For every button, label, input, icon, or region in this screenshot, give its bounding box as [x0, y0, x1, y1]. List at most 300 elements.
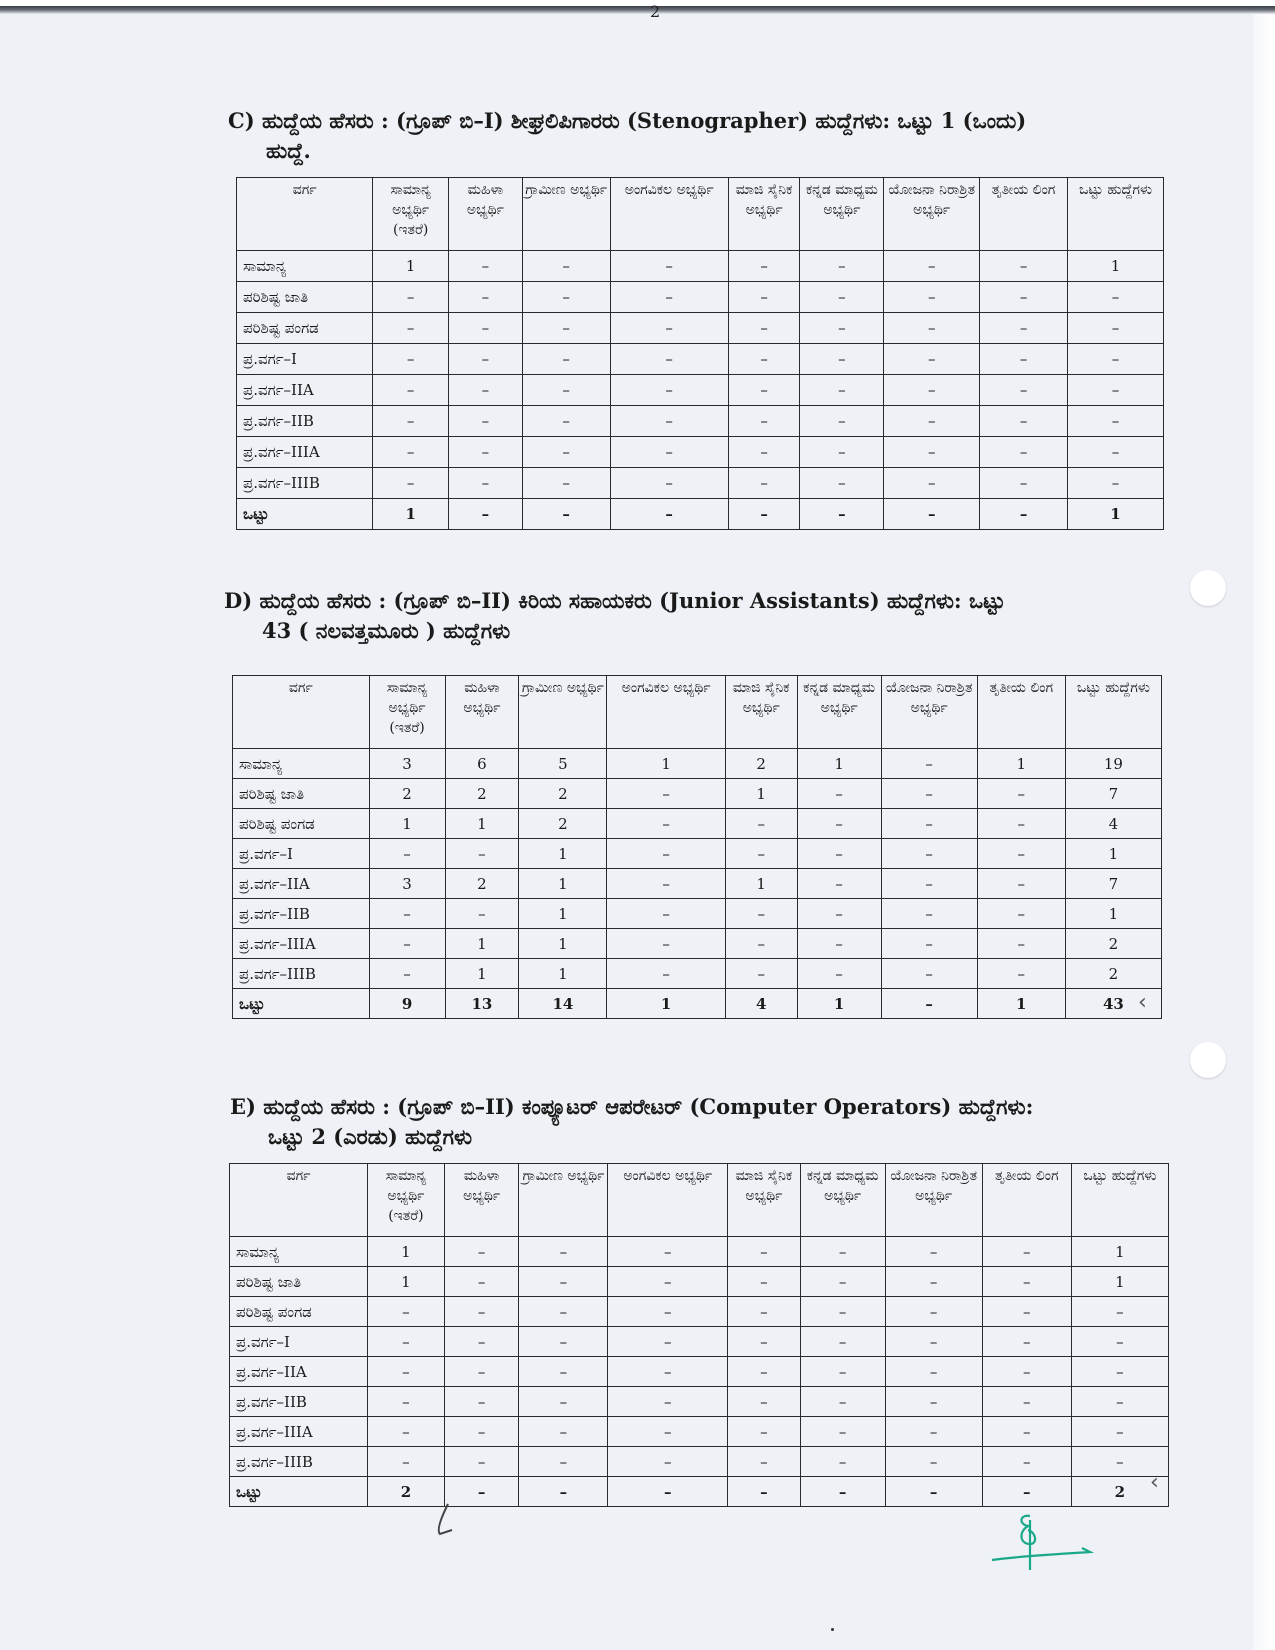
value-cell: – — [1071, 1357, 1168, 1387]
column-header: ಸಾಮಾನ್ಯ ಅಭ್ಯರ್ಥಿ (ಇತರೆ) — [368, 1164, 445, 1237]
column-header: ವರ್ಗ — [233, 676, 370, 749]
value-cell: – — [519, 1387, 608, 1417]
value-cell: – — [607, 929, 725, 959]
value-cell: – — [444, 1327, 519, 1357]
value-cell: – — [522, 406, 610, 437]
value-cell: – — [728, 313, 800, 344]
value-cell: 1 — [519, 839, 607, 869]
column-header: ಒಟ್ಟು ಹುದ್ದೆಗಳು — [1065, 676, 1161, 749]
total-cell: 4 — [725, 989, 797, 1019]
category-cell: ಪ್ರ.ವರ್ಗ–I — [230, 1327, 368, 1357]
header-row — [233, 676, 1162, 749]
value-cell: – — [881, 959, 977, 989]
total-cell: 2 — [368, 1477, 445, 1507]
value-cell: – — [610, 313, 728, 344]
value-cell: – — [519, 1267, 608, 1297]
total-row — [230, 1477, 1169, 1507]
section-d-title-line1: D) ಹುದ್ದೆಯ ಹೆಸರು : (ಗ್ರೂಪ್ ಬಿ–II) ಕಿರಿಯ ಸಹಾಯಕರು (Junior Assistants) ಹುದ್ದೆಗಳು: ಒಟ್ಟು — [224, 588, 1006, 613]
total-cell: 14 — [519, 989, 607, 1019]
total-cell: 13 — [445, 989, 519, 1019]
value-cell: 2 — [519, 809, 607, 839]
value-cell: – — [728, 468, 800, 499]
total-cell: – — [800, 499, 884, 530]
total-cell: – — [800, 1477, 885, 1507]
value-cell: – — [881, 749, 977, 779]
value-cell: – — [885, 1387, 982, 1417]
column-header: ಮಾಜಿ ಸೈನಿಕ ಅಭ್ಯರ್ಥಿ — [728, 178, 800, 251]
value-cell: – — [373, 313, 449, 344]
value-cell: – — [725, 959, 797, 989]
value-cell: – — [800, 1357, 885, 1387]
total-row — [233, 989, 1162, 1019]
value-cell: – — [522, 282, 610, 313]
speck — [831, 1628, 834, 1631]
value-cell: 2 — [445, 779, 519, 809]
column-header: ತೃತೀಯ ಲಿಂಗ — [982, 1164, 1071, 1237]
value-cell: – — [725, 899, 797, 929]
value-cell: – — [373, 468, 449, 499]
total-label: ಒಟ್ಟು — [233, 989, 370, 1019]
column-header: ಸಾಮಾನ್ಯ ಅಭ್ಯರ್ಥಿ (ಇತರೆ) — [369, 676, 445, 749]
value-cell: – — [449, 468, 523, 499]
value-cell: – — [881, 929, 977, 959]
value-cell: – — [728, 1447, 801, 1477]
value-cell: – — [608, 1237, 728, 1267]
value-cell: – — [728, 1387, 801, 1417]
value-cell: – — [373, 437, 449, 468]
value-cell: – — [368, 1417, 445, 1447]
value-cell: 2 — [519, 779, 607, 809]
value-cell: – — [797, 929, 881, 959]
value-cell: – — [373, 282, 449, 313]
value-cell: 1 — [368, 1267, 445, 1297]
column-header: ಗ್ರಾಮೀಣ ಅಭ್ಯರ್ಥಿ — [519, 676, 607, 749]
total-cell: – — [728, 499, 800, 530]
value-cell: – — [449, 251, 523, 282]
section-c-table — [236, 177, 1164, 530]
category-cell: ಪರಿಶಿಷ್ಟ ಜಾತಿ — [237, 282, 373, 313]
value-cell: 1 — [519, 929, 607, 959]
value-cell: – — [519, 1417, 608, 1447]
value-cell: – — [519, 1297, 608, 1327]
value-cell: – — [519, 1237, 608, 1267]
value-cell: – — [369, 929, 445, 959]
category-cell: ಪ್ರ.ವರ್ಗ–I — [233, 839, 370, 869]
value-cell: 1 — [1065, 839, 1161, 869]
value-cell: – — [610, 282, 728, 313]
value-cell: – — [977, 839, 1065, 869]
header-row — [230, 1164, 1169, 1237]
value-cell: – — [982, 1267, 1071, 1297]
category-cell: ಪ್ರ.ವರ್ಗ–IIA — [237, 375, 373, 406]
scan-top-edge — [0, 0, 1275, 14]
value-cell: – — [884, 406, 980, 437]
column-header: ಮಾಜಿ ಸೈನಿಕ ಅಭ್ಯರ್ಥಿ — [725, 676, 797, 749]
value-cell: – — [608, 1357, 728, 1387]
column-header: ಯೋಜನಾ ನಿರಾಶ್ರಿತ ಅಭ್ಯರ್ಥಿ — [884, 178, 980, 251]
value-cell: – — [881, 899, 977, 929]
value-cell: – — [368, 1447, 445, 1477]
category-cell: ಪ್ರ.ವರ್ಗ–IIB — [230, 1387, 368, 1417]
value-cell: – — [797, 869, 881, 899]
value-cell: 7 — [1065, 779, 1161, 809]
value-cell: – — [725, 809, 797, 839]
value-cell: 1 — [797, 749, 881, 779]
value-cell: – — [607, 959, 725, 989]
value-cell: 1 — [445, 959, 519, 989]
value-cell: – — [368, 1327, 445, 1357]
column-header: ವರ್ಗ — [237, 178, 373, 251]
value-cell: – — [977, 959, 1065, 989]
total-cell: – — [728, 1477, 801, 1507]
value-cell: – — [607, 839, 725, 869]
column-header: ಯೋಜನಾ ನಿರಾಶ್ರಿತ ಅಭ್ಯರ್ಥಿ — [885, 1164, 982, 1237]
value-cell: 1 — [607, 749, 725, 779]
value-cell: – — [797, 809, 881, 839]
category-cell: ಪ್ರ.ವರ್ಗ–IIIA — [233, 929, 370, 959]
total-cell: – — [884, 499, 980, 530]
value-cell: – — [800, 1417, 885, 1447]
category-cell: ಪ್ರ.ವರ್ಗ–IIIB — [237, 468, 373, 499]
value-cell: – — [449, 282, 523, 313]
column-header: ಅಂಗವಿಕಲ ಅಭ್ಯರ್ಥಿ — [610, 178, 728, 251]
table-row — [230, 1417, 1169, 1447]
value-cell: – — [369, 899, 445, 929]
value-cell: 1 — [725, 869, 797, 899]
value-cell: – — [608, 1327, 728, 1357]
value-cell: – — [982, 1327, 1071, 1357]
section-d-table — [232, 675, 1162, 1019]
punch-hole-top — [1190, 570, 1226, 606]
value-cell: – — [884, 344, 980, 375]
value-cell: – — [885, 1297, 982, 1327]
table-row — [237, 251, 1164, 282]
value-cell: – — [725, 839, 797, 869]
value-cell: 5 — [519, 749, 607, 779]
value-cell: – — [800, 437, 884, 468]
total-cell: 43 — [1065, 989, 1161, 1019]
value-cell: – — [884, 468, 980, 499]
value-cell: – — [444, 1387, 519, 1417]
value-cell: – — [885, 1417, 982, 1447]
category-cell: ಪ್ರ.ವರ್ಗ–IIB — [233, 899, 370, 929]
value-cell: – — [982, 1357, 1071, 1387]
value-cell: – — [369, 959, 445, 989]
table-row — [233, 929, 1162, 959]
section-c-title — [228, 106, 1148, 166]
value-cell: 1 — [725, 779, 797, 809]
value-cell: – — [797, 899, 881, 929]
value-cell: – — [607, 809, 725, 839]
table-row — [233, 809, 1162, 839]
value-cell: – — [368, 1357, 445, 1387]
value-cell: – — [368, 1387, 445, 1417]
punch-hole-bottom — [1190, 1042, 1226, 1078]
value-cell: – — [519, 1327, 608, 1357]
table-row — [237, 437, 1164, 468]
value-cell: – — [885, 1447, 982, 1477]
value-cell: – — [444, 1267, 519, 1297]
value-cell: – — [885, 1237, 982, 1267]
table-row — [230, 1327, 1169, 1357]
category-cell: ಪ್ರ.ವರ್ಗ–IIIB — [233, 959, 370, 989]
total-cell: – — [449, 499, 523, 530]
value-cell: – — [444, 1357, 519, 1387]
value-cell: – — [881, 869, 977, 899]
column-header: ತೃತೀಯ ಲಿಂಗ — [980, 178, 1068, 251]
value-cell: – — [728, 344, 800, 375]
value-cell: – — [797, 839, 881, 869]
value-cell: – — [1068, 437, 1164, 468]
value-cell: 3 — [369, 869, 445, 899]
value-cell: – — [608, 1447, 728, 1477]
value-cell: – — [800, 1267, 885, 1297]
table-row — [237, 344, 1164, 375]
table-row — [237, 468, 1164, 499]
total-cell: – — [980, 499, 1068, 530]
value-cell: – — [980, 437, 1068, 468]
total-cell: 9 — [369, 989, 445, 1019]
value-cell: – — [800, 468, 884, 499]
value-cell: 3 — [369, 749, 445, 779]
category-cell: ಸಾಮಾನ್ಯ — [237, 251, 373, 282]
value-cell: – — [608, 1417, 728, 1447]
value-cell: – — [444, 1297, 519, 1327]
total-cell: – — [519, 1477, 608, 1507]
table-row — [230, 1387, 1169, 1417]
value-cell: 1 — [445, 929, 519, 959]
table-row — [230, 1297, 1169, 1327]
value-cell: – — [800, 1237, 885, 1267]
category-cell: ಪ್ರ.ವರ್ಗ–I — [237, 344, 373, 375]
value-cell: – — [982, 1417, 1071, 1447]
value-cell: – — [608, 1297, 728, 1327]
column-header: ಗ್ರಾಮೀಣ ಅಭ್ಯರ್ಥಿ — [519, 1164, 608, 1237]
table-row — [237, 406, 1164, 437]
category-cell: ಸಾಮಾನ್ಯ — [233, 749, 370, 779]
category-cell: ಪರಿಶಿಷ್ಟ ಪಂಗಡ — [233, 809, 370, 839]
value-cell: – — [728, 375, 800, 406]
table-row — [237, 313, 1164, 344]
value-cell: – — [519, 1357, 608, 1387]
column-header: ಯೋಜನಾ ನಿರಾಶ್ರಿತ ಅಭ್ಯರ್ಥಿ — [881, 676, 977, 749]
value-cell: 1 — [1071, 1267, 1168, 1297]
value-cell: – — [608, 1387, 728, 1417]
value-cell: – — [977, 779, 1065, 809]
value-cell: – — [444, 1447, 519, 1477]
total-label: ಒಟ್ಟು — [230, 1477, 368, 1507]
value-cell: 2 — [445, 869, 519, 899]
value-cell: – — [1071, 1387, 1168, 1417]
value-cell: – — [373, 406, 449, 437]
value-cell: 2 — [1065, 929, 1161, 959]
section-c-title-line2: ಹುದ್ದೆ. — [266, 138, 311, 163]
category-cell: ಪ್ರ.ವರ್ಗ–IIIB — [230, 1447, 368, 1477]
value-cell: – — [728, 437, 800, 468]
value-cell: – — [522, 344, 610, 375]
value-cell: – — [444, 1417, 519, 1447]
value-cell: – — [977, 929, 1065, 959]
value-cell: – — [1071, 1327, 1168, 1357]
value-cell: – — [980, 344, 1068, 375]
value-cell: – — [608, 1267, 728, 1297]
category-cell: ಪರಿಶಿಷ್ಟ ಜಾತಿ — [230, 1267, 368, 1297]
value-cell: 1 — [368, 1237, 445, 1267]
column-header: ಕನ್ನಡ ಮಾಧ್ಯಮ ಅಭ್ಯರ್ಥಿ — [800, 178, 884, 251]
value-cell: – — [980, 251, 1068, 282]
table-row — [233, 749, 1162, 779]
value-cell: – — [728, 1417, 801, 1447]
value-cell: – — [610, 375, 728, 406]
value-cell: – — [800, 344, 884, 375]
category-cell: ಪರಿಶಿಷ್ಟ ಜಾತಿ — [233, 779, 370, 809]
column-header: ಮಹಿಳಾ ಅಭ್ಯರ್ಥಿ — [445, 676, 519, 749]
value-cell: – — [800, 313, 884, 344]
value-cell: – — [800, 406, 884, 437]
column-header: ಗ್ರಾಮೀಣ ಅಭ್ಯರ್ಥಿ — [522, 178, 610, 251]
value-cell: 1 — [1065, 899, 1161, 929]
value-cell: – — [980, 468, 1068, 499]
table-row — [237, 375, 1164, 406]
value-cell: 4 — [1065, 809, 1161, 839]
value-cell: – — [369, 839, 445, 869]
value-cell: – — [977, 899, 1065, 929]
value-cell: – — [522, 375, 610, 406]
value-cell: – — [1068, 406, 1164, 437]
table-row — [230, 1267, 1169, 1297]
value-cell: – — [885, 1327, 982, 1357]
total-cell: – — [610, 499, 728, 530]
value-cell: – — [725, 929, 797, 959]
value-cell: – — [728, 282, 800, 313]
value-cell: – — [373, 344, 449, 375]
value-cell: – — [1071, 1417, 1168, 1447]
value-cell: 2 — [725, 749, 797, 779]
value-cell: – — [728, 251, 800, 282]
total-cell: – — [522, 499, 610, 530]
value-cell: – — [728, 1357, 801, 1387]
value-cell: – — [977, 809, 1065, 839]
value-cell: – — [800, 375, 884, 406]
value-cell: 1 — [1068, 251, 1164, 282]
value-cell: – — [800, 251, 884, 282]
total-cell: 1 — [373, 499, 449, 530]
value-cell: – — [1071, 1447, 1168, 1477]
value-cell: 1 — [519, 869, 607, 899]
value-cell: – — [800, 282, 884, 313]
table-row — [233, 839, 1162, 869]
section-d-title — [224, 586, 1164, 646]
column-header: ಕನ್ನಡ ಮಾಧ್ಯಮ ಅಭ್ಯರ್ಥಿ — [797, 676, 881, 749]
value-cell: – — [607, 779, 725, 809]
pen-stroke-icon — [430, 1500, 470, 1540]
category-cell: ಸಾಮಾನ್ಯ — [230, 1237, 368, 1267]
value-cell: – — [728, 1327, 801, 1357]
value-cell: 1 — [977, 749, 1065, 779]
total-cell: – — [608, 1477, 728, 1507]
section-e-title-line2: ಒಟ್ಟು 2 (ಎರಡು) ಹುದ್ದೆಗಳು — [268, 1124, 473, 1149]
value-cell: – — [881, 839, 977, 869]
value-cell: – — [1068, 313, 1164, 344]
column-header: ಒಟ್ಟು ಹುದ್ದೆಗಳು — [1071, 1164, 1168, 1237]
value-cell: – — [884, 437, 980, 468]
value-cell: – — [522, 251, 610, 282]
category-cell: ಪ್ರ.ವರ್ಗ–IIIA — [237, 437, 373, 468]
section-d-title-line2: 43 ( ನಲವತ್ತಮೂರು ) ಹುದ್ದೆಗಳು — [262, 618, 511, 643]
value-cell: – — [884, 282, 980, 313]
value-cell: 1 — [373, 251, 449, 282]
column-header: ಒಟ್ಟು ಹುದ್ದೆಗಳು — [1068, 178, 1164, 251]
total-cell: – — [982, 1477, 1071, 1507]
section-e-title-line1: E) ಹುದ್ದೆಯ ಹೆಸರು : (ಗ್ರೂಪ್ ಬಿ–II) ಕಂಪ್ಯೂಟರ್ ಆಪರೇಟರ್ (Computer Operators) ಹುದ್ದೆಗಳು: — [230, 1094, 1034, 1119]
column-header: ಸಾಮಾನ್ಯ ಅಭ್ಯರ್ಥಿ (ಇತರೆ) — [373, 178, 449, 251]
value-cell: – — [797, 959, 881, 989]
value-cell: – — [728, 1267, 801, 1297]
value-cell: – — [1068, 344, 1164, 375]
total-cell: 2 — [1071, 1477, 1168, 1507]
value-cell: – — [610, 251, 728, 282]
value-cell: – — [445, 839, 519, 869]
column-header: ತೃತೀಯ ಲಿಂಗ — [977, 676, 1065, 749]
value-cell: – — [1068, 282, 1164, 313]
value-cell: – — [519, 1447, 608, 1477]
value-cell: – — [444, 1237, 519, 1267]
page-number: 2 — [650, 2, 661, 21]
value-cell: – — [728, 406, 800, 437]
value-cell: 6 — [445, 749, 519, 779]
value-cell: – — [449, 437, 523, 468]
value-cell: – — [728, 1237, 801, 1267]
column-header: ಮಹಿಳಾ ಅಭ್ಯರ್ಥಿ — [449, 178, 523, 251]
value-cell: – — [1071, 1297, 1168, 1327]
total-cell: – — [881, 989, 977, 1019]
total-label: ಒಟ್ಟು — [237, 499, 373, 530]
column-header: ಅಂಗವಿಕಲ ಅಭ್ಯರ್ಥಿ — [607, 676, 725, 749]
value-cell: – — [610, 406, 728, 437]
total-cell: 1 — [1068, 499, 1164, 530]
value-cell: – — [885, 1357, 982, 1387]
column-header: ಕನ್ನಡ ಮಾಧ್ಯಮ ಅಭ್ಯರ್ಥಿ — [800, 1164, 885, 1237]
table-row — [230, 1357, 1169, 1387]
table-row — [233, 959, 1162, 989]
value-cell: – — [800, 1327, 885, 1357]
value-cell: – — [368, 1297, 445, 1327]
value-cell: – — [449, 313, 523, 344]
category-cell: ಪ್ರ.ವರ್ಗ–IIIA — [230, 1417, 368, 1447]
value-cell: – — [610, 437, 728, 468]
section-e-title — [230, 1092, 1170, 1152]
total-cell: 1 — [977, 989, 1065, 1019]
section-e-table — [229, 1163, 1169, 1507]
section-c-title-line1: C) ಹುದ್ದೆಯ ಹೆಸರು : (ಗ್ರೂಪ್ ಬಿ–I) ಶೀಘ್ರಲಿಪಿಗಾರರು (Stenographer) ಹುದ್ದೆಗಳು: ಒಟ್ಟು 1 (ಒಂದು) — [228, 108, 1027, 133]
table-row — [233, 779, 1162, 809]
signature-icon — [990, 1510, 1100, 1580]
table-row — [230, 1237, 1169, 1267]
value-cell: – — [885, 1267, 982, 1297]
value-cell: – — [980, 375, 1068, 406]
value-cell: – — [1068, 468, 1164, 499]
column-header: ಮಹಿಳಾ ಅಭ್ಯರ್ಥಿ — [444, 1164, 519, 1237]
value-cell: – — [884, 313, 980, 344]
scan-right-edge — [1253, 14, 1275, 1650]
value-cell: – — [980, 406, 1068, 437]
column-header: ವರ್ಗ — [230, 1164, 368, 1237]
category-cell: ಪ್ರ.ವರ್ಗ–IIA — [233, 869, 370, 899]
table-row — [233, 869, 1162, 899]
value-cell: 1 — [369, 809, 445, 839]
value-cell: – — [884, 251, 980, 282]
value-cell: – — [610, 344, 728, 375]
